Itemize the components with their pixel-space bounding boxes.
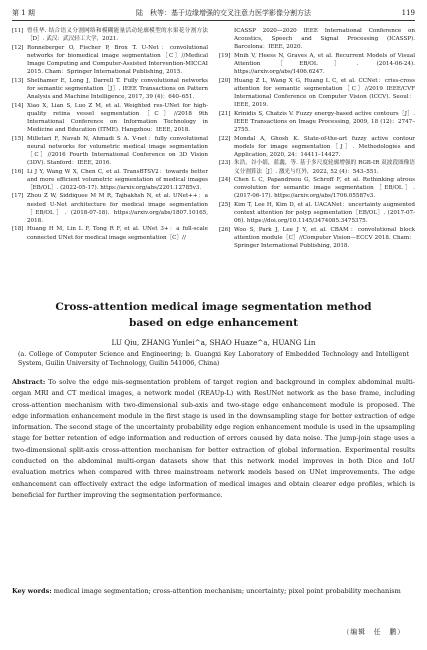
reference-number: [17]: [12, 193, 24, 200]
reference-number: [20]: [219, 77, 231, 84]
reference-item: [219, 110, 415, 134]
reference-number: [13]: [12, 77, 24, 84]
abstract-label: Abstract:: [12, 378, 46, 386]
reference-item: [219, 135, 415, 159]
running-title: 陆 秋等：基于边缘增强的交叉注意力医学影像分割方法: [136, 9, 311, 17]
reference-item: [219, 159, 415, 175]
title-line-2: based on edge enhancement: [129, 317, 298, 329]
keywords-label: Key words:: [12, 587, 52, 595]
reference-text: Xiao X, Lian S, Luo Z M, et al. Weighted res-UNet for high-quality retina vessel segmentation［C］//2018 9th International Conference on Information Technology in Medicine and Education (ITME). Hangzhou：IEEE, 2018.: [27, 102, 208, 133]
reference-number: [23]: [219, 160, 231, 167]
reference-item: [12, 77, 208, 101]
reference-number: [24]: [219, 177, 231, 184]
keywords: [12, 586, 415, 597]
reference-list: [12, 27, 415, 277]
page-number: 119: [401, 9, 415, 17]
reference-text: Huang H M, Lin L F, Tong R F, et al. UNet 3+：a full-scale connected UNet for medical image segmentation［C］//: [27, 226, 208, 241]
reference-item: [12, 168, 208, 192]
reference-text: Li J Y, Wang W X, Chen C, et al. TransBTSV2：towards better and more efficient volumetric segmentation of medical images［EB/OL］. (2022-05-17). https://arxiv.org/abs/2201.12785v3.: [27, 168, 208, 191]
reference-column-right: [219, 27, 415, 251]
reference-item: [12, 102, 208, 134]
reference-text: Milletari F, Navab N, Ahmadi S A. V-net：fully convolutional neural networks for volumetric medical image segmentation［C］//2016 Fourth International Conference on 3D Vision (3DV). Stanford：IEEE, 2016.: [27, 135, 208, 166]
reference-column-left: [12, 27, 208, 242]
reference-text: Woo S, Park J, Lee J Y, et al. CBAM：convolutional block attention module［C］//Computer Vision—ECCV 2018. Cham：Springer International Publishing, 2018.: [234, 227, 415, 250]
author-list: LU Qiu, ZHANG Yunlei^a, SHAO Huaze^a, HUANG Lin: [111, 338, 316, 347]
reference-item: [219, 77, 415, 109]
title-line-1: Cross-attention medical image segmentation method: [55, 301, 372, 313]
reference-number: [14]: [12, 102, 24, 109]
reference-number: [16]: [12, 168, 24, 175]
reference-item: [12, 44, 208, 76]
editor-credit: （编辑 任 鹏）: [342, 628, 405, 636]
reference-text: Huang Z L, Wang X G, Huang L C, et al. CCNet：criss-cross attention for semantic segmentation［C］//2019 IEEE/CVF International Conference on Computer Vision (ICCV). Seoul：IEEE, 2019.: [234, 77, 415, 109]
reference-text: 朱浩，谷小婧，蓝鑫，等. 基于多尺度轮廓增强的 RGB-IR 双波段图像语义分割算法［J］. 激光与红外，2022, 52 (4)：543–551.: [234, 160, 415, 175]
reference-text: ICASSP 2020—2020 IEEE International Conference on Acoustics, Speech and Signal Processing (ICASSP). Barcelona：IEEE, 2020.: [234, 28, 415, 51]
abstract: [12, 377, 415, 501]
reference-text: 曾佳华. 结合语义分割网络和模糊能量活动轮廓模型的水果花分割方法［D］. 武汉：武汉轻工大学，2021.: [27, 28, 208, 43]
reference-item: [219, 27, 415, 51]
reference-text: Mondal A, Ghosh K. State-of-the-art fuzzy active contour models for image segmentation［J］. Methodologies and Application, 2020, 24：14411–14427.: [234, 135, 415, 158]
reference-text: Krinidis S, Chatzis V. Fuzzy energy-based active contours［J］. IEEE Transactions on Image Processing, 2009, 18 (12)：2747–2755.: [234, 110, 415, 133]
reference-number: [11]: [12, 28, 24, 34]
keywords-text: medical image segmentation; cross-attention mechanism; uncertainty; pixel point probability mechanism: [53, 587, 401, 595]
reference-number: [12]: [12, 44, 24, 51]
running-header: [12, 6, 415, 21]
reference-text: Shelhamer E, Long J, Darrell T. Fully convolutional networks for semantic segmentation［J］. IEEE Transactions on Pattern Analysis and Machine Intelligence, 2017, 39 (4)：640–651.: [27, 77, 208, 100]
reference-text: Kim T, Lee H, Kim D, et al. UACANet：uncertainty augmented context attention for polyp segmentation［EB/OL］. (2017-07-06). https://doi.org/10.1145/3474085.3475375.: [234, 202, 415, 225]
reference-item: [219, 201, 415, 225]
reference-number: [15]: [12, 135, 24, 142]
reference-number: [21]: [219, 110, 231, 117]
reference-text: Ronneberger O, Fischer P, Brox T. U-Net：convolutional networks for biomedical image segmentation［C］//Medical Image Computing and Computer-Assisted Intervention-MICCAI 2015. Cham：Springer International Publishing, 2015.: [27, 44, 208, 76]
reference-item: [219, 176, 415, 200]
english-title: [12, 299, 415, 331]
reference-item: [12, 135, 208, 167]
reference-number: [19]: [219, 52, 231, 59]
reference-number: [18]: [12, 226, 24, 233]
abstract-text: To solve the edge mis-segmentation problem of target region and background in complex abdominal multi-organ MRI and CT medical images, a network model (REAUp-L) with ResUNet network as the base frame, including cross-attention mechanism with two-dimensional sub-axis and two-stage edge enhancement module is proposed. The edge information enhancement module in the first stage is used in the downsampling stage for better extraction of edge information. The second stage of the uncertainty probability edge region enhancement module is used in the upsampling stage for better retention of edge information and reduction of errors caused by data noise. The jump-join stage uses a two-dimensional split-axis cross-attention mechanism for better extraction of global information. Experimental results conducted on the abdominal multi-organ datasets show that this network model improves in both Dice and IoU evaluation metrics when compared with three mainstream network models based on UNet improvements. The edge enhancement can effectively extract the edge information of medical images and obtain clearer edge profiles, which is beneficial for further improving the segmentation performance.: [12, 378, 415, 499]
reference-item: [219, 226, 415, 250]
reference-item: [12, 225, 208, 241]
reference-item: [219, 52, 415, 76]
reference-number: [25]: [219, 202, 231, 209]
reference-number: [22]: [219, 135, 231, 142]
reference-text: Mnih V, Heess N, Graves A, et al. Recurrent Models of Visual Attention［EB/OL］. (2014-06-24). https://arxiv.org/abs/1406.6247.: [234, 52, 415, 76]
reference-item: [12, 192, 208, 224]
reference-number: [26]: [219, 227, 231, 233]
affiliation: (a. College of Computer Science and Engineering; b. Guangxi Key Laboratory of Embedded Technology and Intelligent System, Guilin University of Technology, Guilin 541006, China): [18, 351, 409, 367]
reference-text: Zhou Z W, Siddiquee M M R, Tajbakhsh N, et al. UNet++：a nested U-Net architecture for medical image segmentation［EB/OL］. (2018-07-18). https://arxiv.org/abs/1807.10165, 2018.: [27, 193, 208, 224]
issue-number: 第 1 期: [12, 9, 35, 17]
reference-item: [12, 27, 208, 43]
reference-text: Chen L C, Papandreou G, Schroff F, et al. Rethinking atrous convolution for semantic image segmentation［EB/OL］. (2017-06-17). https://arxiv.org/abs/1706.05587v3.: [234, 177, 415, 200]
